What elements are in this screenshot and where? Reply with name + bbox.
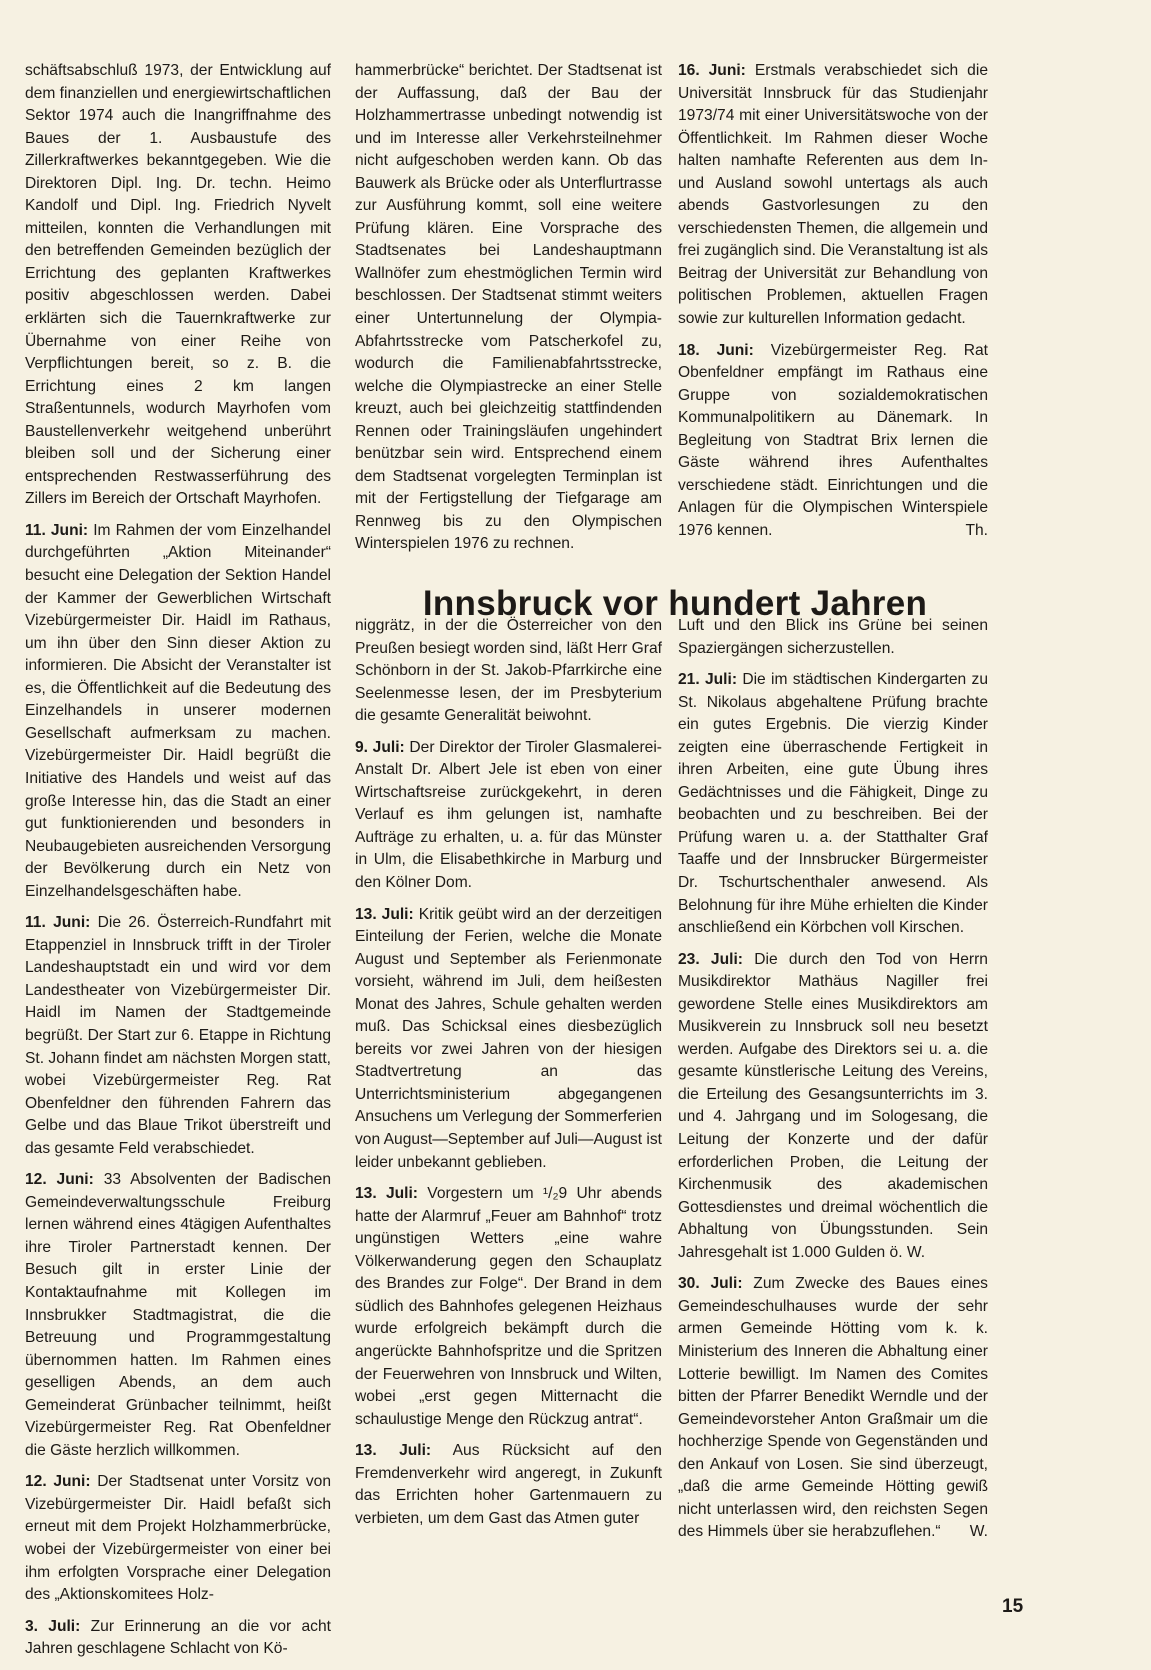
article-paragraph [678, 615, 988, 660]
entry-date: 13. Juli: [355, 905, 414, 923]
entry-date: 12. Juni: [25, 1171, 94, 1189]
article-paragraph [25, 520, 331, 903]
entry-text: hammerbrücke“ berichtet. Der Stadtsenat ist der Auffassung, daß der Bau der Holzhammertrasse unbedingt notwendig ist und im Interesse aller Verkehrsteilnehmer nicht aufgeschoben werden kann. Ob das Bauwerk als Brücke oder als Unterflurtrasse zur Ausführung kommt, soll eine weitere Prüfung klären. Eine Vorsprache des Stadtsenates bei Landeshauptmann Wallnöfer zum ehestmöglichen Termin wird beschlossen. Der Stadtsenat stimmt weiters einer Untertunnelung der Olympia-Abfahrtsstrecke vom Patscherkofel zu, wodurch die Familienabfahrtsstrecke, welche die Olympiastrecke an einer Stelle kreuzt, auch bei gleichzeitig stattfindenden Rennen oder Trainingsläufen ungehindert benützbar sein wird. Entsprechend einem dem Stadtsenat vorgelegten Terminplan ist mit der Fertigstellung der Tiefgarage am Rennweg bis zu den Olympischen Winterspielen 1976 zu rechnen. [355, 62, 662, 553]
column-3-top [678, 60, 988, 551]
article-paragraph [25, 1471, 331, 1606]
article-paragraph [355, 1440, 662, 1530]
article-paragraph [678, 60, 988, 331]
column-2-top [355, 60, 662, 565]
article-paragraph [678, 1273, 988, 1544]
article-paragraph [25, 912, 331, 1160]
entry-date: 16. Juni: [678, 62, 746, 79]
entry-date: 18. Juni: [678, 341, 754, 359]
entry-date: 11. Juni: [25, 914, 91, 932]
entry-text: Erstmals verabschiedet sich die Universität Innsbruck für das Studienjahr 1973/74 mit einer Universitätswoche von der Öffentlichkeit. Im Rahmen dieser Woche halten namhafte Referenten aus dem In- und Ausland sowohl untertags als auch abends Gastvorlesungen zu den verschiedensten Themen, die allgemein und frei zugänglich sind. Die Veranstaltung ist als Beitrag der Universität zur Behandlung von politischen Problemen, aktuellen Fragen sowie zur kulturellen Information gedacht. [678, 62, 988, 328]
entry-text: Der Direktor der Tiroler Glasmalerei-Anstalt Dr. Albert Jele ist eben von einer Wirtschaftsreise zurückgekehrt, in deren Verlauf es ihm gelungen ist, namhafte Aufträge zu erhalten, u. a. für das Münster in Ulm, die Elisabethkirche in Marburg und den Kölner Dom. [355, 738, 662, 892]
entry-text: Kritik geübt wird an der derzeitigen Einteilung der Ferien, welche die Monate August und September als Ferienmonate vorsieht, während im Juli, dem heißesten Monat des Jahres, Schule gehalten werden muß. Das Schicksal eines diesbezüglich bereits vor zwei Jahren von der hiesigen Stadtvertretung an das Unterrichtsministerium abgegangenen Ansuchens um Verlegung der Sommerferien von August—September auf Juli—August ist leider unbekannt geblieben. [355, 905, 662, 1171]
author-initials: W. [969, 1523, 988, 1541]
article-paragraph [355, 60, 662, 556]
article-paragraph [678, 949, 988, 1265]
entry-date: 13. Juli: [355, 1185, 419, 1203]
entry-text: Luft und den Blick ins Grüne bei seinen Spaziergängen sicherzustellen. [678, 617, 988, 657]
entry-text: Zum Zwecke des Baues eines Gemeindeschulhauses wurde der sehr armen Gemeinde Hötting vom k. k. Ministerium des Inneren die Abhaltung einer Lotterie bewilligt. Im Namen des Comites bitten der Pfarrer Benedikt Werndle und der Gemeindevorsteher Anton Graßmair um die hochherzige Spende von Gegenständen und den Ankauf von Losen. Sie sind überzeugt, „daß die arme Gemeinde Hötting gewiß nicht unterlassen wird, den reichsten Segen des Himmels über sie herabzuflehen.“ [678, 1275, 988, 1541]
article-paragraph [355, 737, 662, 895]
entry-text: Vizebürgermeister Reg. Rat Obenfeldner empfängt im Rathaus eine Gruppe von sozialdemokratischen Kommunalpolitikern au Dänemark. In Begleitung von Stadtrat Brix lernen die Gäste während ihres Aufenthaltes verschiedene städt. Einrichtungen und die Anlagen für die Olympischen Winterspiele 1976 kennen. [678, 341, 988, 539]
entry-text: Im Rahmen der vom Einzelhandel durchgeführten „Aktion Miteinander“ besucht eine Delegation der Sektion Handel der Kammer der Gewerblichen Wirtschaft Vizebürgermeister Dir. Haidl im Rathaus, um ihn über den Sinn dieser Aktion zu informieren. Die Absicht der Veranstalter ist es, die Öffentlichkeit auf die Bedeutung des Einzelhandels in unserer modernen Gesellschaft aufmerksam zu machen. Vizebürgermeister Dir. Haidl begrüßt die Initiative des Handels und weist auf das große Interesse hin, das die Stadt an einer gut funktionierenden und besonders in Neubaugebieten ausreichenden Versorgung der Bevölkerung durch ein Netz von Einzelhandelsgeschäften habe. [25, 521, 331, 900]
column-2-bottom [355, 615, 662, 1539]
section-heading: Innsbruck vor hundert Jahren [422, 584, 928, 623]
entry-text: Die 26. Österreich-Rundfahrt mit Etappenziel in Innsbruck trifft in der Tiroler Landeshauptstadt ein und wird vor dem Landestheater von Vizebürgermeister Dir. Haidl im Namen der Stadtgemeinde begrüßt. Der Start zur 6. Etappe in Richtung St. Johann findet am nächsten Morgen statt, wobei Vizebürgermeister Reg. Rat Obenfeldner den führenden Fahrern das Gelbe und das Blaue Trikot überstreift und das gesamte Feld verabschiedet. [25, 914, 331, 1157]
article-paragraph [678, 340, 988, 543]
entry-date: 13. Juli: [355, 1442, 432, 1460]
entry-text: Aus Rücksicht auf den Fremdenverkehr wird angeregt, in Zukunft das Errichten hoher Gartenmauern zu verbieten, um dem Gast das Atmen guter [355, 1442, 662, 1527]
article-paragraph [355, 904, 662, 1175]
entry-date: 3. Juli: [25, 1617, 81, 1635]
entry-text: Der Stadtsenat unter Vorsitz von Vizebürgermeister Dir. Haidl befaßt sich erneut mit dem Projekt Holzhammerbrücke, wobei der Vizebürgermeister von einer bei ihm erfolgten Vorsprache einer Delegation des „Aktionskomitees Holz- [25, 1473, 331, 1604]
article-paragraph [355, 1183, 662, 1431]
entry-date: 23. Juli: [678, 950, 743, 968]
entry-text: Zur Erinnerung an die vor acht Jahren geschlagene Schlacht von Kö- [25, 1617, 331, 1658]
author-initials: Th. [965, 521, 988, 539]
entry-text: Die im städtischen Kindergarten zu St. Nikolaus abgehaltene Prüfung brachte ein gutes Ergebnis. Die vierzig Kinder zeigten eine überraschende Fertigkeit in ihren Arbeiten, eine gute Übung ihres Gedächtnisses und die Fähigkeit, Dinge zu beobachten und zu beschreiben. Bei der Prüfung waren u. a. der Statthalter Graf Taaffe und der Innsbrucker Bürgermeister Dr. Tschurtschenthaler anwesend. Als Belohnung für ihre Mühe erhielten die Kinder anschließend ein Körbchen voll Kirschen. [678, 671, 988, 937]
entry-date: 9. Juli: [355, 738, 405, 756]
entry-text: niggrätz, in der die Österreicher von den Preußen besiegt worden sind, läßt Herr Graf Schönborn in der St. Jakob-Pfarrkirche eine Seelenmesse lesen, der im Presbyterium die gesamte Generalität beiwohnt. [355, 617, 662, 725]
entry-text: Die durch den Tod von Herrn Musikdirektor Mathäus Nagiller frei gewordene Stelle eines Musikdirektors am Musikverein zu Innsbruck soll neu besetzt werden. Aufgabe des Direktors sei u. a. die gesamte künstlerische Leitung des Vereins, die Erteilung des Gesangsunterrichts im 3. und 4. Jahrgang und im Sologesang, die Leitung der Konzerte und der dafür erforderlichen Proben, die Leitung der Kirchenmusik des akademischen Gottesdienstes und dreimal wöchentlich die Abhaltung von Übungsstunden. Sein Jahresgehalt ist 1.000 Gulden ö. W. [678, 950, 988, 1261]
entry-date: 12. Juni: [25, 1473, 91, 1491]
entry-text: 33 Absolventen der Badischen Gemeindeverwaltungsschule Freiburg lernen während eines 4tägigen Aufenthaltes ihre Tiroler Partnerstadt kennen. Der Besuch gilt in erster Linie der Kontaktaufnahme mit Kollegen im Innsbrukker Stadtmagistrat, die die Betreuung und Programmgestaltung übernommen hatten. Im Rahmen eines geselligen Abends, an dem auch Gemeinderat Grünbacher teilnimmt, heißt Vizebürgermeister Reg. Rat Obenfeldner die Gäste herzlich willkommen. [25, 1171, 332, 1459]
entry-text: schäftsabschluß 1973, der Entwicklung auf dem finanziellen und energiewirtschaftlichen Sektor 1974 auch die Inangriffnahme des Baues der 1. Ausbaustufe des Zillerkraftwerkes bekanntgegeben. Wie die Direktoren Dipl. Ing. Dr. techn. Heimo Kandolf und Dipl. Ing. Friedrich Nyvelt mitteilen, konnten die Verhandlungen mit den betreffenden Gemeinden bezüglich der Errichtung des geplanten Kraftwerkes positiv abgeschlossen werden. Dabei erklärten sich die Tauernkraftwerke zur Übernahme von einer Reihe von Verpflichtungen bereit, so z. B. die Errichtung eines 2 km langen Straßentunnels, wodurch Mayrhofen vom Baustellenverkehr weitgehend unberührt bleiben soll und der Sicherung einer entsprechenden Restwasserführung des Zillers im Bereich der Ortschaft Mayrhofen. [25, 62, 331, 508]
article-paragraph [678, 669, 988, 940]
entry-date: 21. Juli: [678, 671, 738, 689]
article-paragraph [25, 60, 331, 511]
article-paragraph [25, 1169, 331, 1462]
page-number: 15 [1002, 1596, 1024, 1617]
entry-date: 11. Juni: [25, 521, 89, 539]
entry-text: Vorgestern um ¹/₂9 Uhr abends hatte der Alarmruf „Feuer am Bahnhof“ trotz ungünstigen Wetters „eine wahre Völkerwanderung gegen den Schauplatz des Brandes zur Folge“. Der Brand in dem südlich des Bahnhofes gelegenen Heizhaus wurde erfolgreich bekämpft durch die angerückte Bahnhofspritze und die Spritzen der Feuerwehren von Innsbruck und Wilten, wobei „erst gegen Mitternacht die schaulustige Menge den Rückzug antrat“. [355, 1185, 662, 1428]
column-1 [25, 60, 331, 1670]
column-3-bottom [678, 615, 988, 1553]
entry-date: 30. Juli: [678, 1275, 743, 1293]
article-paragraph [355, 615, 662, 728]
article-paragraph [25, 1616, 331, 1661]
